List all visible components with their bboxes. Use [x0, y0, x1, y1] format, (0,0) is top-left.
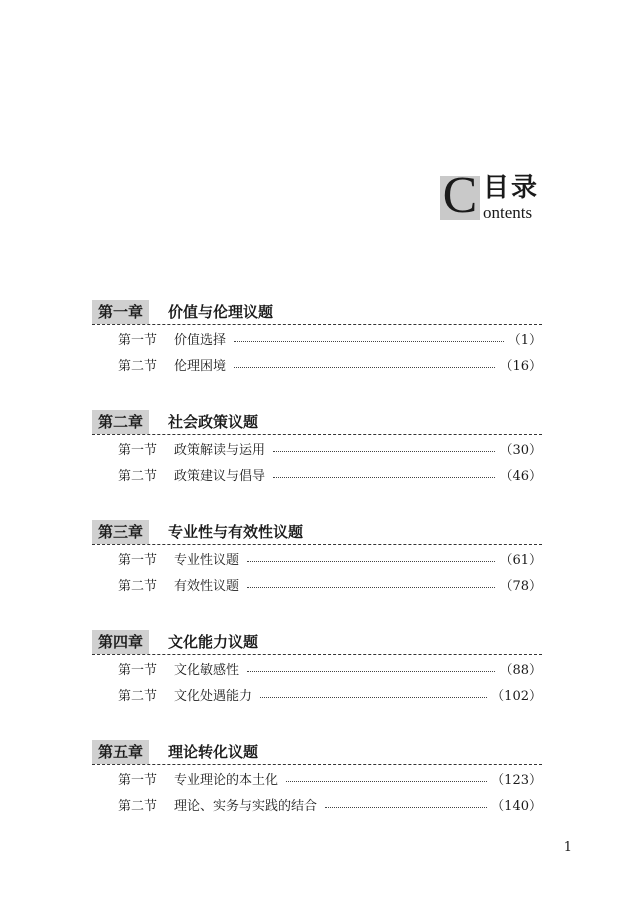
contents-heading: [440, 167, 550, 224]
dot-leader: [273, 451, 495, 452]
dot-leader: [273, 477, 495, 478]
chapter-1: [92, 300, 542, 410]
section-page: （46）: [499, 468, 542, 484]
chapter-heading: [92, 630, 542, 655]
chapter-title: 文化能力议题: [168, 633, 259, 651]
section-title: 专业性议题: [174, 552, 240, 568]
section-number: 第一节: [118, 552, 158, 568]
section-page: （16）: [499, 358, 542, 374]
section-number: 第二节: [118, 468, 158, 484]
dot-leader: [234, 367, 495, 368]
chapter-4: [92, 630, 542, 740]
section-entry[interactable]: [92, 351, 542, 377]
section-page: （123）: [491, 772, 542, 788]
section-page: （61）: [499, 552, 542, 568]
chapter-5: [92, 740, 542, 850]
section-title: 有效性议题: [174, 578, 240, 594]
chapter-number: 第四章: [92, 630, 149, 654]
section-title: 专业理论的本土化: [174, 772, 279, 788]
section-page: （1）: [507, 332, 542, 348]
dot-leader: [286, 781, 487, 782]
section-number: 第一节: [118, 332, 158, 348]
section-entry[interactable]: [92, 461, 542, 487]
chapter-heading: [92, 410, 542, 435]
chapter-title: 价值与伦理议题: [168, 303, 274, 321]
dot-leader: [234, 341, 504, 342]
chapter-3: [92, 520, 542, 630]
section-entry[interactable]: [92, 435, 542, 461]
section-entry[interactable]: [92, 765, 542, 791]
section-entry[interactable]: [92, 325, 542, 351]
page-number: 1: [563, 840, 572, 855]
section-title: 文化敏感性: [174, 662, 240, 678]
section-number: 第二节: [118, 798, 158, 814]
section-title: 理论、实务与实践的结合: [174, 798, 318, 814]
chapter-title: 社会政策议题: [168, 413, 259, 431]
chapter-number: 第一章: [92, 300, 149, 324]
section-page: （140）: [491, 798, 542, 814]
title-english: ontents: [483, 203, 533, 222]
section-title: 文化处遇能力: [174, 688, 253, 704]
section-page: （78）: [499, 578, 542, 594]
chapter-title: 理论转化议题: [168, 743, 259, 761]
chapter-title: 专业性与有效性议题: [168, 523, 304, 541]
section-title: 伦理困境: [174, 358, 227, 374]
section-title: 政策解读与运用: [174, 442, 266, 458]
chapter-number: 第三章: [92, 520, 149, 544]
section-title: 价值选择: [174, 332, 227, 348]
chapter-2: [92, 410, 542, 520]
dot-leader: [260, 697, 487, 698]
chapter-heading: [92, 520, 542, 545]
section-title: 政策建议与倡导: [174, 468, 266, 484]
dot-leader: [325, 807, 487, 808]
section-entry[interactable]: [92, 681, 542, 707]
section-number: 第一节: [118, 772, 158, 788]
section-page: （88）: [499, 662, 542, 678]
table-of-contents: [92, 300, 542, 850]
section-entry[interactable]: [92, 655, 542, 681]
dot-leader: [247, 587, 495, 588]
chapter-heading: [92, 300, 542, 325]
section-entry[interactable]: [92, 545, 542, 571]
c-letter: C: [442, 167, 478, 224]
dot-leader: [247, 671, 495, 672]
chapter-number: 第五章: [92, 740, 149, 764]
section-number: 第二节: [118, 688, 158, 704]
section-number: 第一节: [118, 442, 158, 458]
section-number: 第二节: [118, 578, 158, 594]
section-number: 第二节: [118, 358, 158, 374]
chapter-number: 第二章: [92, 410, 149, 434]
section-entry[interactable]: [92, 791, 542, 817]
section-page: （30）: [499, 442, 542, 458]
dot-leader: [247, 561, 495, 562]
section-page: （102）: [491, 688, 542, 704]
title-chinese: 目录: [483, 173, 540, 203]
section-entry[interactable]: [92, 571, 542, 597]
chapter-heading: [92, 740, 542, 765]
section-number: 第一节: [118, 662, 158, 678]
